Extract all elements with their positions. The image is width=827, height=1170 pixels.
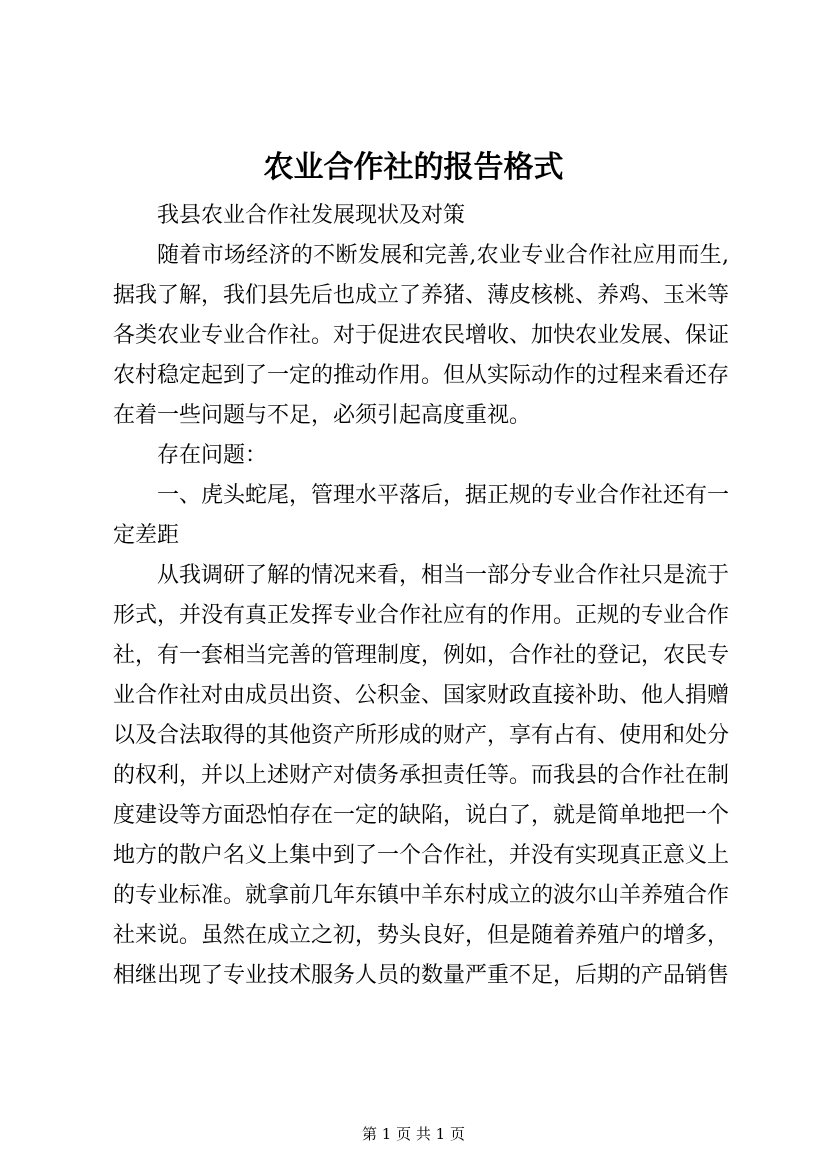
paragraph-problem-one-body: 从我调研了解的情况来看，相当一部分专业合作社只是流于形式，并没有真正发挥专业合作社应有的作用。正规的专业合作社，有一套相当完善的管理制度，例如，合作社的登记，农民专业合作社对由成员出资、公积金、国家财政直接补助、他人捐赠以及合法取得的其他资产所形成的财产，享有占有、使用和处分的权利，并以上述财产对债务承担责任等。而我县的合作社在制度建设等方面恐怕存在一定的缺陷，说白了，就是简单地把一个地方的散户名义上集中到了一个合作社，并没有实现真正意义上的专业标准。就拿前几年东镇中羊东村成立的波尔山羊养殖合作社来说。虽然在成立之初，势头良好，但是随着养殖户的增多，相继出现了专业技术服务人员的数量严重不足，后期的产品销售 xyxy=(113,563,730,988)
paragraph-intro: 随着市场经济的不断发展和完善,农业专业合作社应用而生,据我了解，我们县先后也成立了养猪、薄皮核桃、养鸡、玉米等各类农业专业合作社。对于促进农民增收、加快农业发展、保证农村稳定起到了一定的推动作用。但从实际动作的过程来看还存在着一些问题与不足，必须引起高度重视。 xyxy=(113,243,730,428)
page-footer: 第 1 页 共 1 页 xyxy=(362,1125,465,1143)
paragraph-subtitle: 我县农业合作社发展现状及对策 xyxy=(157,203,466,228)
paragraph-problem-one-heading: 一、虎头蛇尾，管理水平落后，据正规的专业合作社还有一定差距 xyxy=(113,483,730,548)
paragraph-problems-heading: 存在问题： xyxy=(157,443,268,468)
document-body xyxy=(113,196,729,996)
document-title: 农业合作社的报告格式 xyxy=(263,150,564,185)
